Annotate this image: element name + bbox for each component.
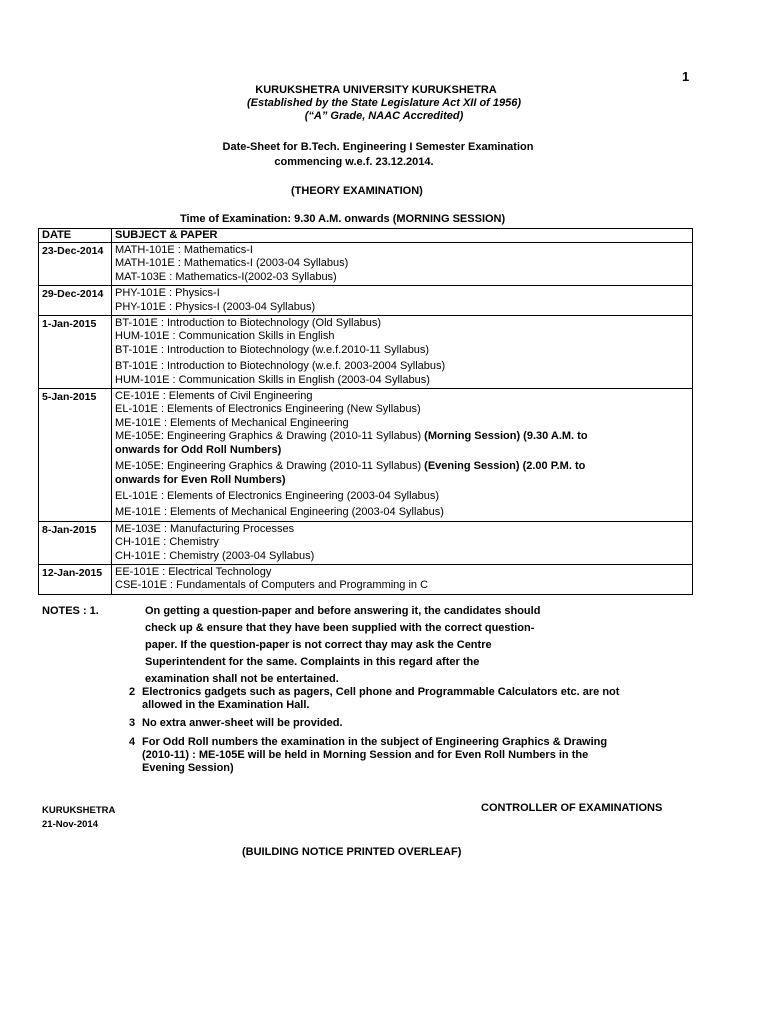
- subject-line: [115, 460, 689, 473]
- subject-line: [115, 536, 689, 549]
- subject-line: [115, 506, 689, 519]
- subject-text: BT-101E : Introduction to Biotechnology (w.e.f. 2003-2004 Syllabus): [115, 360, 446, 373]
- subject-text: EL-101E : Elements of Electronics Engineering (New Syllabus): [115, 403, 421, 416]
- session-note: onwards for Even Roll Numbers): [115, 473, 286, 486]
- note-1: [145, 603, 705, 688]
- session-note: onwards for Odd Roll Numbers): [115, 443, 282, 456]
- notes-label: NOTES : 1.: [42, 605, 99, 617]
- subject-text: HUM-101E : Communication Skills in English: [115, 330, 335, 343]
- subject-text: PHY-101E : Physics-I: [115, 287, 220, 300]
- exam-date: 8-Jan-2015: [39, 521, 112, 564]
- subject-text: ME-105E: Engineering Graphics & Drawing (2010-11 Syllabus): [115, 460, 425, 473]
- note-4-line: For Odd Roll numbers the examination in the subject of Engineering Graphics & Drawing: [142, 736, 608, 748]
- table-row: [39, 389, 693, 522]
- subject-line: [115, 444, 689, 457]
- note-3-line: No extra anwer-sheet will be provided.: [142, 717, 343, 729]
- subject-list: [112, 316, 693, 389]
- subject-line: [115, 566, 689, 579]
- exam-date: 12-Jan-2015: [39, 564, 112, 594]
- note-3-number: 3: [129, 717, 136, 729]
- subject-line: [115, 374, 689, 387]
- subject-text: HUM-101E : Communication Skills in English (2003-04 Syllabus): [115, 373, 430, 386]
- subject-text: MATH-101E : Mathematics-I (2003-04 Syllabus): [115, 257, 349, 270]
- note-4: [129, 736, 702, 775]
- establishment-line: (Established by the State Legislature Act XII of 1956): [246, 97, 522, 109]
- footer-place-date: [42, 804, 115, 832]
- subject-text: MAT-103E : Mathematics-I(2002-03 Syllabus): [115, 270, 337, 283]
- table-row: [39, 286, 693, 316]
- subject-line: [115, 474, 689, 487]
- subject-line: [115, 301, 689, 314]
- subject-line: [115, 271, 689, 284]
- subject-text: EE-101E : Electrical Technology: [115, 565, 272, 578]
- footer-date: 21-Nov-2014: [42, 819, 98, 830]
- table-row: [39, 564, 693, 594]
- university-name: KURUKSHETRA UNIVERSITY KURUKSHETRA: [255, 84, 497, 96]
- subject-list: [112, 286, 693, 316]
- exam-time: Time of Examination: 9.30 A.M. onwards (MORNING SESSION): [180, 213, 506, 225]
- session-note: (Evening Session) (2.00 P.M. to: [424, 460, 586, 473]
- note-4-number: 4: [129, 736, 136, 748]
- table-row: [39, 521, 693, 564]
- note-1-line: paper. If the question-paper is not correct thay may ask the Centre: [145, 639, 492, 651]
- subject-text: CSE-101E : Fundamentals of Computers and Programming in C: [115, 579, 429, 592]
- subject-text: ME-101E : Elements of Mechanical Engineering (2003-04 Syllabus): [115, 506, 444, 519]
- note-4-line: Evening Session): [142, 762, 234, 774]
- subject-line: [115, 344, 689, 357]
- subject-text: PHY-101E : Physics-I (2003-04 Syllabus): [115, 300, 316, 313]
- subject-line: [115, 523, 689, 536]
- title-line-1: Date-Sheet for B.Tech. Engineering I Semester Examination: [222, 141, 534, 153]
- subject-line: [115, 403, 689, 416]
- title-line-2: commencing w.e.f. 23.12.2014.: [274, 156, 434, 168]
- table-header-row: [39, 229, 693, 243]
- subject-text: EL-101E : Elements of Electronics Engineering (2003-04 Syllabus): [115, 489, 440, 502]
- note-4-line: (2010-11) : ME-105E will be held in Morning Session and for Even Roll Numbers in the: [142, 749, 589, 761]
- subject-text: ME-101E : Elements of Mechanical Engineering: [115, 416, 349, 429]
- subject-line: [115, 360, 689, 373]
- exam-date: 5-Jan-2015: [39, 389, 112, 522]
- subject-list: [112, 521, 693, 564]
- note-1-line: examination shall not be entertained.: [145, 673, 339, 685]
- table-body: [39, 243, 693, 595]
- signatory: CONTROLLER OF EXAMINATIONS: [481, 802, 663, 814]
- note-2-number: 2: [129, 686, 136, 698]
- subject-text: ME-103E : Manufacturing Processes: [115, 522, 295, 535]
- exam-date: 1-Jan-2015: [39, 316, 112, 389]
- subject-list: [112, 564, 693, 594]
- table-row: [39, 243, 693, 286]
- session-note: (Morning Session) (9.30 A.M. to: [424, 430, 588, 443]
- subject-text: CE-101E : Elements of Civil Engineering: [115, 390, 313, 403]
- date-sheet-table: [38, 228, 693, 595]
- subject-line: [115, 257, 689, 270]
- subject-line: [115, 317, 689, 330]
- date-sheet-title: [0, 140, 768, 170]
- subject-text: BT-101E : Introduction to Biotechnology (w.e.f.2010-11 Syllabus): [115, 343, 430, 356]
- subject-list: [112, 243, 693, 286]
- subject-line: [115, 579, 689, 592]
- page-number: 1: [682, 69, 690, 84]
- accreditation-line: (“A” Grade, NAAC Accredited): [304, 110, 464, 122]
- exam-date: 23-Dec-2014: [39, 243, 112, 286]
- note-3: [129, 717, 702, 730]
- note-1-line: Superintendent for the same. Complaints in this regard after the: [145, 656, 480, 668]
- exam-type: (THEORY EXAMINATION): [291, 185, 423, 197]
- exam-date: 29-Dec-2014: [39, 286, 112, 316]
- subject-line: [115, 490, 689, 503]
- subject-column-header: SUBJECT & PAPER: [112, 229, 693, 243]
- subject-text: BT-101E : Introduction to Biotechnology (Old Syllabus): [115, 317, 381, 330]
- note-2-line: allowed in the Examination Hall.: [142, 699, 310, 711]
- subject-text: MATH-101E : Mathematics-I: [115, 244, 253, 256]
- subject-line: [115, 430, 689, 443]
- subject-line: [115, 390, 689, 403]
- subject-text: ME-105E: Engineering Graphics & Drawing (2010-11 Syllabus): [115, 430, 425, 443]
- subject-line: [115, 417, 689, 430]
- subject-text: CH-101E : Chemistry: [115, 536, 219, 549]
- note-2: [129, 686, 702, 712]
- footer-place: KURUKSHETRA: [42, 805, 116, 816]
- subject-line: [115, 330, 689, 343]
- subject-text: CH-101E : Chemistry (2003-04 Syllabus): [115, 549, 315, 562]
- subject-list: [112, 389, 693, 522]
- subject-line: [115, 287, 689, 300]
- note-1-line: check up & ensure that they have been supplied with the correct question-: [145, 622, 535, 634]
- subject-line: [115, 244, 689, 257]
- subject-line: [115, 550, 689, 563]
- overleaf-notice: (BUILDING NOTICE PRINTED OVERLEAF): [242, 846, 462, 858]
- note-2-line: Electronics gadgets such as pagers, Cell phone and Programmable Calculators etc. are not: [142, 686, 620, 698]
- date-column-header: DATE: [39, 229, 112, 243]
- table-row: [39, 316, 693, 389]
- note-1-line: On getting a question-paper and before answering it, the candidates should: [145, 605, 541, 617]
- document-header: [0, 84, 768, 123]
